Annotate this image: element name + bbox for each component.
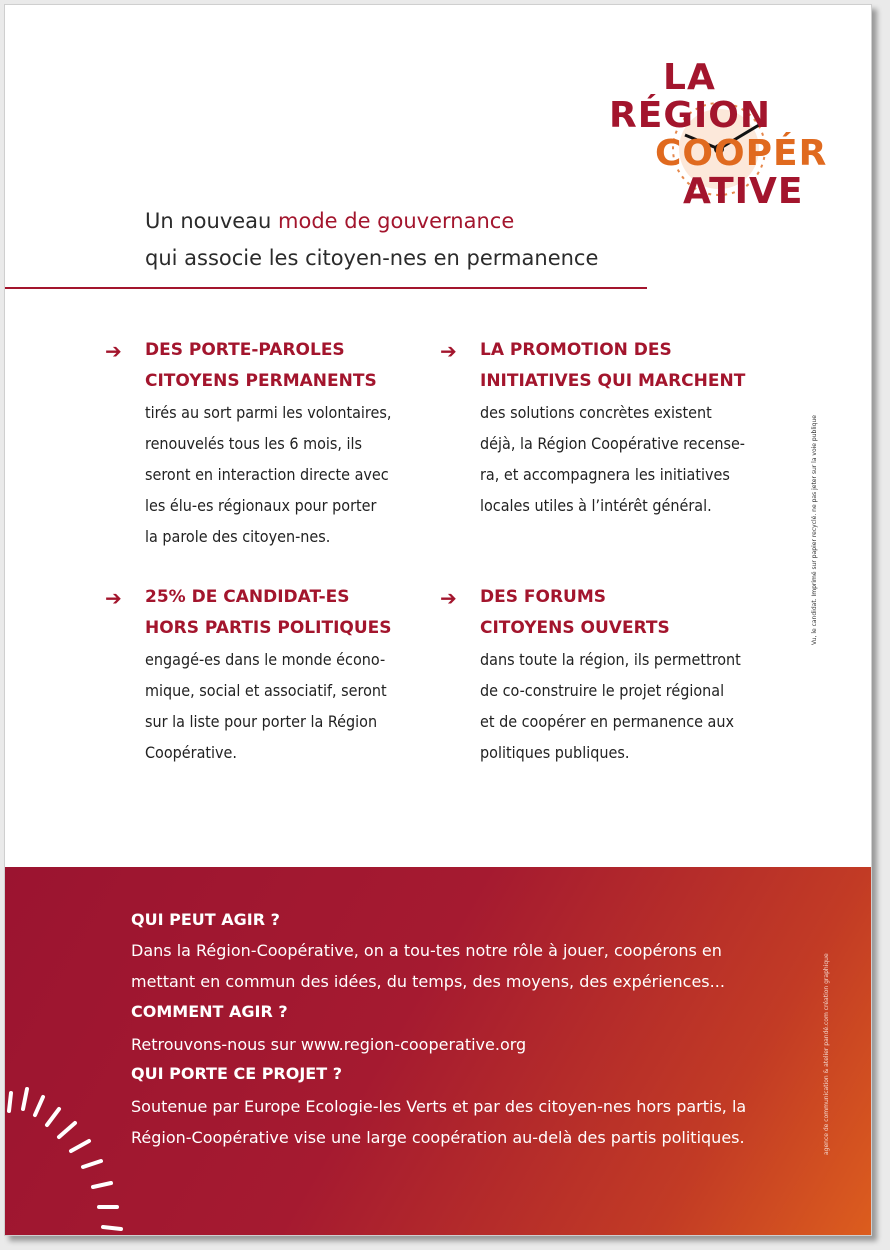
arrow-icon: ➔	[105, 586, 122, 610]
legal-note: Vu, le candidat. Imprimé sur papier recyclé. ne pas jeter sur la voie publique	[811, 415, 818, 645]
block-text: tirés au sort parmi les volontaires,	[145, 403, 392, 422]
block-text: renouvelés tous les 6 mois, ils	[145, 434, 363, 453]
feature-block-candidats	[105, 582, 465, 768]
region-cooperative-logo	[601, 59, 831, 229]
block-text: la parole des citoyen-nes.	[145, 527, 331, 546]
block-text: Coopérative.	[145, 743, 237, 762]
arrow-icon: ➔	[105, 339, 122, 363]
block-title: DES PORTE-PAROLES	[145, 340, 345, 360]
block-text: seront en interaction directe avec	[145, 465, 389, 484]
footer-text-1b: mettant en commun des idées, du temps, des moyens, des expériences...	[131, 972, 725, 991]
block-text: locales utiles à l’intérêt général.	[480, 496, 712, 515]
footer-question-1: QUI PEUT AGIR ?	[131, 910, 280, 929]
feature-block-porte-paroles	[105, 335, 465, 552]
footer-link-text: Retrouvons-nous sur www.region-cooperative.org	[131, 1035, 527, 1054]
block-title: HORS PARTIS POLITIQUES	[145, 618, 392, 638]
feature-block-forums	[440, 582, 800, 768]
arrow-icon: ➔	[440, 586, 457, 610]
flyer-page	[4, 4, 872, 1236]
block-text: sur la liste pour porter la Région	[145, 712, 378, 731]
block-text: déjà, la Région Coopérative recense-	[480, 434, 745, 453]
block-text: de co-construire le projet régional	[480, 681, 725, 700]
block-title: DES FORUMS	[480, 587, 607, 607]
block-text: politiques publiques.	[480, 743, 630, 762]
footer-question-2: COMMENT AGIR ?	[131, 1002, 288, 1021]
block-text: mique, social et associatif, seront	[145, 681, 387, 700]
clock-ticks-decoration	[5, 1083, 145, 1233]
block-title: 25% DE CANDIDAT-ES	[145, 587, 350, 607]
block-text: des solutions concrètes existent	[480, 403, 712, 422]
block-title: LA PROMOTION DES	[480, 340, 672, 360]
logo-line-3: COOPÉR	[655, 133, 828, 174]
divider	[5, 287, 647, 289]
footer-text-1a: Dans la Région-Coopérative, on a tou-tes notre rôle à jouer, coopérons en	[131, 941, 722, 960]
block-text: engagé-es dans le monde écono-	[145, 650, 386, 669]
logo-line-1: LA	[663, 57, 716, 98]
headline-accent: mode de gouvernance	[278, 209, 515, 233]
feature-block-promotion	[440, 335, 800, 521]
arrow-icon: ➔	[440, 339, 457, 363]
footer-question-3: QUI PORTE CE PROJET ?	[131, 1064, 342, 1083]
block-text: ra, et accompagnera les initiatives	[480, 465, 730, 484]
block-title: CITOYENS OUVERTS	[480, 618, 670, 638]
logo-line-2: RÉGION	[609, 95, 771, 136]
headline-line2: qui associe les citoyen-nes en permanence	[145, 246, 599, 270]
footer-text-3a: Soutenue par Europe Ecologie-les Verts et par des citoyen-nes hors partis, la	[131, 1097, 747, 1116]
headline	[145, 203, 598, 277]
block-text: dans toute la région, ils permettront	[480, 650, 741, 669]
block-text: et de coopérer en permanence aux	[480, 712, 735, 731]
agency-credit: agence de communication & atelier pandé.com création graphique	[823, 953, 830, 1155]
block-title: CITOYENS PERMANENTS	[145, 371, 377, 391]
footer-text-3b: Région-Coopérative vise une large coopération au-delà des partis politiques.	[131, 1128, 745, 1147]
block-text: les élu-es régionaux pour porter	[145, 496, 377, 515]
block-title: INITIATIVES QUI MARCHENT	[480, 371, 746, 391]
headline-part1: Un nouveau	[145, 209, 279, 233]
logo-line-4: ATIVE	[683, 171, 804, 212]
